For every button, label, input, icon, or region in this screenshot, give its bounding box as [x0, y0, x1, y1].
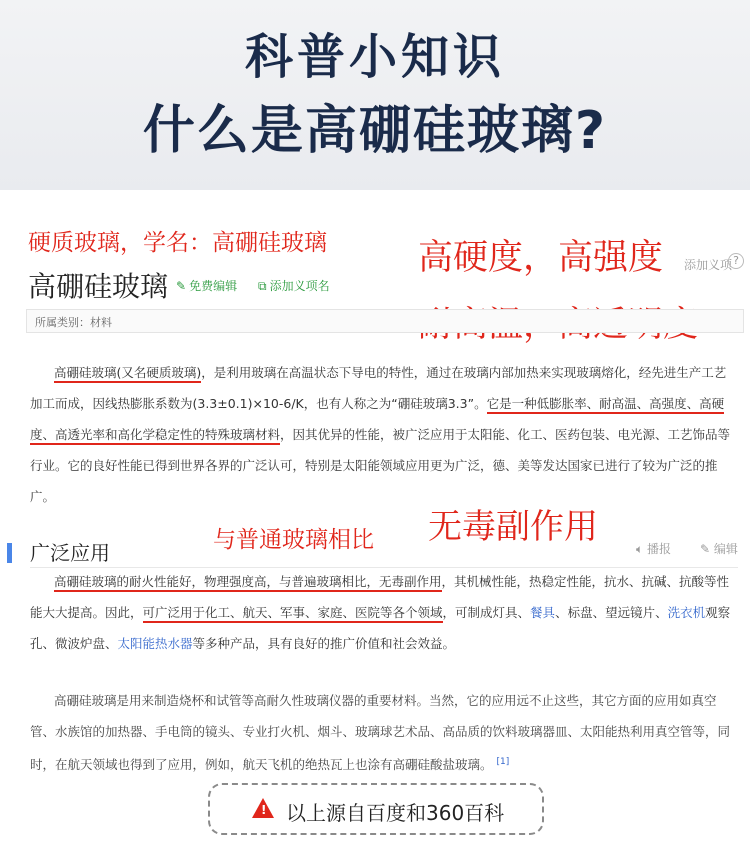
- hero-title: 科普小知识: [244, 29, 505, 85]
- intro-paragraph: 高硼硅玻璃(又名硬质玻璃)，是利用玻璃在高温状态下导电的特性，通过在玻璃内部加热来实现玻璃熔化，经先进生产工艺加工而成，因线热膨胀系数为(3.3±0.1)×10-6/K，也有人称之为“硼硅玻璃3.3”。它是一种低膨胀率、耐高温、高强度、高硬度、高透光率和高化学稳定性的特殊玻璃材料，因其优异的性能，被广泛应用于太阳能、化工、医药包装、电光源、工艺饰品等行业。它的良好性能已得到世界各界的广泛认可，特别是太阳能领域应用更为广泛，德、美等发达国家已进行了较为广泛的推广。: [30, 365, 731, 504]
- link-solar-water-heater[interactable]: 太阳能热水器: [117, 636, 193, 651]
- hero-banner: [0, 0, 750, 190]
- hero-question: 什么是高硼硅玻璃?: [142, 101, 608, 161]
- add-synonym-label: 添加义项名: [269, 279, 330, 293]
- add-synonym-icon: ⧉: [258, 279, 267, 293]
- annotation-hardness: 高硬度，高强度: [418, 238, 664, 278]
- reference-link[interactable]: [1]: [496, 757, 510, 767]
- add-sense-link[interactable]: 添加义项: [684, 258, 733, 272]
- annotation-nontoxic: 无毒副作用: [428, 507, 598, 547]
- entry-title: 高硼硅玻璃: [28, 270, 169, 303]
- application-paragraph: 高硼硅玻璃的耐火性能好，物理强度高，与普遍玻璃相比，无毒副作用，其机械性能，热稳定性能，抗水、抗碱、抗酸等性能大大提高。因此，可广泛用于化工、航天、军事、家庭、医院等各个领域，可制成灯具、餐具、标盘、望远镜片、洗衣机观察孔、微波炉盘、太阳能热水器等多种产品，具有良好的推广价值和社会效益。: [30, 574, 731, 651]
- annotation-compare: 与普通玻璃相比: [213, 527, 374, 553]
- source-text: 以上源自百度和360百科: [286, 801, 505, 825]
- section-marker: [7, 543, 12, 563]
- link-tableware[interactable]: 餐具: [530, 605, 556, 620]
- free-edit-label: 免费编辑: [189, 279, 238, 293]
- add-synonym-link[interactable]: [258, 277, 330, 294]
- pencil-icon: ✎: [176, 279, 187, 293]
- section-title: 广泛应用: [30, 541, 110, 565]
- section-edit-button[interactable]: ✎ 编辑: [700, 542, 738, 556]
- nontoxic-highlight: 高硼硅玻璃的耐火性能好，物理强度高，与普遍玻璃相比，无毒副作用: [54, 574, 442, 592]
- property-highlight: 它是一种低膨胀率、耐高温、高强度、高硬度、高透光率和高化学稳定性的特殊玻璃材料: [30, 396, 724, 445]
- speaker-icon: 🔈︎: [636, 542, 644, 556]
- category-label: 所属类别：材料: [35, 316, 112, 329]
- source-note: [208, 783, 544, 835]
- broadcast-button[interactable]: 🔈︎ 播报: [636, 542, 672, 556]
- alias-highlight: 高硼硅玻璃(又名硬质玻璃): [54, 365, 201, 383]
- usage-highlight: 可广泛用于化工、航天、军事、家庭、医院等各个领域: [143, 605, 443, 623]
- usage-paragraph: 高硼硅玻璃是用来制造烧杯和试管等高耐久性玻璃仪器的重要材料。当然，它的应用远不止这些，其它方面的应用如真空管、水族馆的加热器、手电筒的镜头、专业打火机、烟斗、玻璃球艺术品、高品质的饮料玻璃器皿、太阳能热利用真空管等，同时，在航天领域也得到了应用，例如，航天飞机的绝热瓦上也涂有高硼硅酸盐玻璃。 [1]: [30, 693, 731, 773]
- annotation-alias: 硬质玻璃，学名：高硼硅玻璃: [28, 230, 327, 256]
- category-bar: [26, 309, 744, 333]
- free-edit-link[interactable]: [176, 277, 237, 294]
- warning-icon: !: [252, 798, 274, 818]
- link-washing-machine[interactable]: 洗衣机: [667, 605, 706, 620]
- help-icon[interactable]: ?: [728, 253, 744, 269]
- pencil-icon: ✎: [700, 542, 711, 556]
